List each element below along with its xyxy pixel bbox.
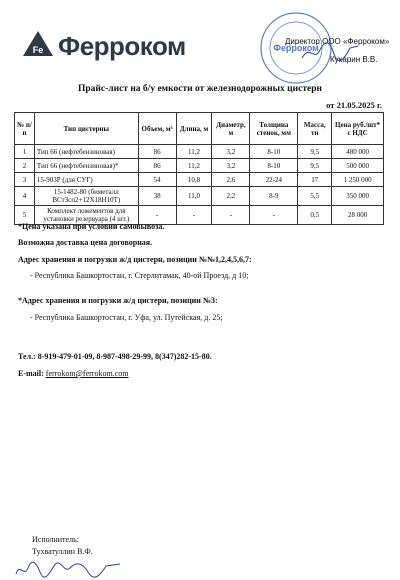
table-header: Масса, тн — [298, 113, 332, 145]
table-header-row — [15, 113, 384, 145]
table-cell: 86 — [138, 145, 176, 159]
logo-letters: Fe — [32, 45, 44, 55]
table-cell: 1 250 000 — [332, 173, 384, 187]
document-date: от 21.05.2025 г. — [326, 100, 382, 110]
table-row — [15, 145, 384, 159]
table-cell: 3,2 — [212, 145, 250, 159]
table-cell: 54 — [138, 173, 176, 187]
table-cell: 8-10 — [250, 159, 298, 173]
ferrokom-logo-icon — [22, 30, 54, 62]
table-cell: 350 000 — [332, 187, 384, 206]
table-cell: - — [212, 206, 250, 225]
stamp-text: Ферроком — [273, 43, 319, 53]
table-cell: 11,0 — [176, 187, 212, 206]
table-cell: 86 — [138, 159, 176, 173]
table-cell: 10,8 — [176, 173, 212, 187]
director-name: Кукарин В.В. — [330, 55, 378, 64]
address1-title: Адрес хранения и погрузки ж/д цистерн, позиции №№1,2,4,5,6,7: — [18, 255, 252, 264]
table-cell: - — [138, 206, 176, 225]
address2-title: *Адрес хранения и погрузки ж/д цистерн, позиции №3: — [18, 296, 218, 305]
table-cell: 2,6 — [212, 173, 250, 187]
table-cell: 480 000 — [332, 145, 384, 159]
table-cell: 38 — [138, 187, 176, 206]
table-header: Тип цистерны — [34, 113, 138, 145]
table-row — [15, 187, 384, 206]
email-link[interactable]: ferrokom@ferrokom.com — [45, 369, 129, 378]
email-line — [18, 369, 128, 378]
table-row — [15, 173, 384, 187]
address2: - Республика Башкортостан, г. Уфа, ул. Путейская, д. 25; — [30, 313, 223, 322]
table-cell: 15-903Р (для СУГ) — [34, 173, 138, 187]
document-title: Прайс-лист на б/у емкости от железнодорожных цистерн — [78, 84, 322, 94]
table-cell: 2,2 — [212, 187, 250, 206]
executor-name: Тухватуллин В.Ф. — [32, 547, 93, 556]
table-cell: 5,5 — [298, 187, 332, 206]
table-header: Цена руб./шт* с НДС — [332, 113, 384, 145]
table-cell: 3,2 — [212, 159, 250, 173]
table-header: Длина, м — [176, 113, 212, 145]
executor-signature — [14, 558, 124, 580]
address1: - Республика Башкортостан, г. Стерлитамак, 40-ой Проезд, д 10; — [30, 271, 249, 280]
email-label: E-mail: — [18, 369, 44, 378]
table-cell: 28 000 — [332, 206, 384, 225]
table-cell: Тип 66 (нефтебензиновая) — [34, 145, 138, 159]
table-header: Диаметр, м — [212, 113, 250, 145]
table-cell: 8-9 — [250, 187, 298, 206]
director-title: Директор ООО «Ферроком» — [285, 37, 390, 46]
table-cell: 5 — [15, 206, 35, 225]
table-cell: 1 — [15, 145, 35, 159]
table-header: Объем, м³ — [138, 113, 176, 145]
table-cell: - — [250, 206, 298, 225]
table-row — [15, 159, 384, 173]
table-cell: 0,5 — [298, 206, 332, 225]
table-cell: 8-10 — [250, 145, 298, 159]
table-cell: 9,5 — [298, 159, 332, 173]
table-cell: 22-24 — [250, 173, 298, 187]
table-cell: 4 — [15, 187, 35, 206]
company-name: Ферроком — [58, 30, 186, 61]
table-header: Толщина стенок, мм — [250, 113, 298, 145]
table-cell: Комплект ложементов для установки резервуара (4 шт.) — [34, 206, 138, 225]
table-cell: Тип 66 (нефтебензиновая)* — [34, 159, 138, 173]
executor-label: Исполнитель: — [32, 535, 79, 544]
table-cell: 17 — [298, 173, 332, 187]
table-cell: 11,2 — [176, 159, 212, 173]
table-cell: 11,2 — [176, 145, 212, 159]
table-header: № п/п — [15, 113, 35, 145]
phones: Тел.: 8-919-479-01-09, 8-987-498-29-99, 8(347)282-15-80. — [18, 352, 212, 361]
price-note: *Цена указана при условии самовывоза. — [18, 222, 165, 231]
table-cell: 15-1482-80 (биметалл ВСт3сп2+12Х18Н10Т) — [34, 187, 138, 206]
director-signature — [300, 40, 360, 64]
table-cell: - — [176, 206, 212, 225]
price-table — [14, 112, 384, 225]
table-cell: 2 — [15, 159, 35, 173]
table-cell: 3 — [15, 173, 35, 187]
delivery-note: Возможна доставка цена договорная. — [18, 238, 153, 247]
table-cell: 9,5 — [298, 145, 332, 159]
table-cell: 500 000 — [332, 159, 384, 173]
company-logo — [22, 30, 186, 62]
